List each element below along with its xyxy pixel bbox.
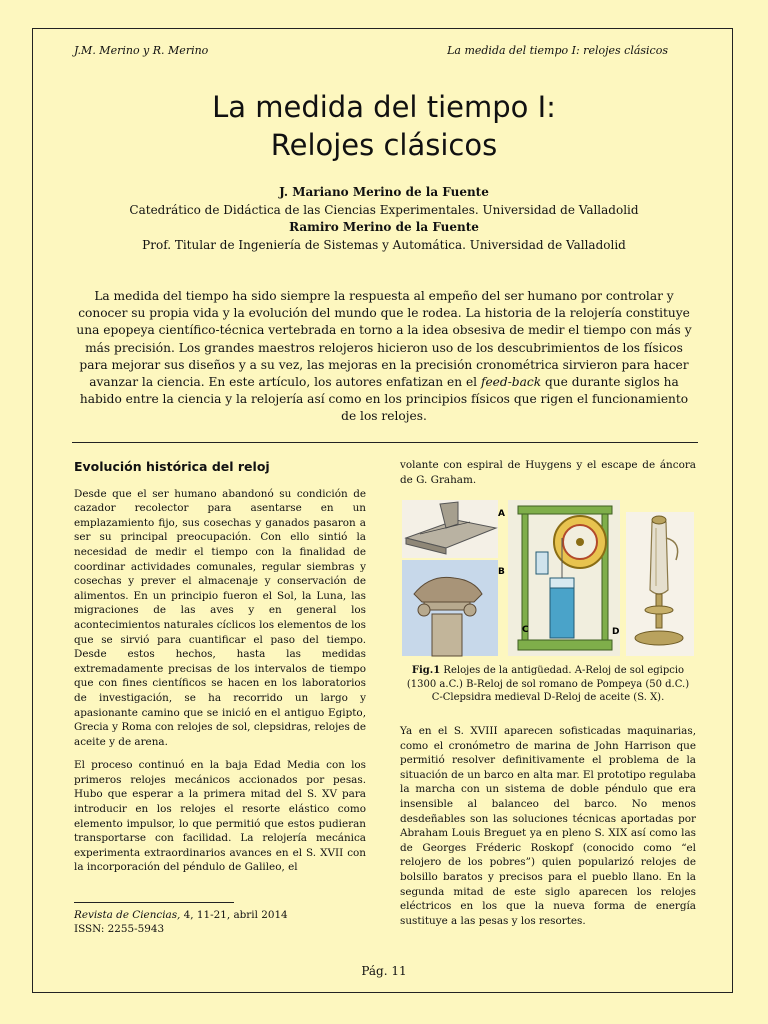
clepsydra-image [508, 500, 620, 656]
author-name-1: J. Mariano Merino de la Fuente [279, 185, 489, 199]
left-column [74, 460, 366, 884]
title-line-2: Relojes clásicos [270, 128, 498, 162]
paragraph-2: El proceso continuó en la baja Edad Media con los primeros relojes mecánicos accionados por pesas. Hubo que esperar a la primera mitad del S. XV para introducir en los relojes el resorte elástico como elemento impulsor, lo que permitió que estos pudieran transportarse con facilidad. La relojería mecánica experimenta extraordinarios avances en el S. XVII con la incorporación del péndulo de Galileo, el [74, 759, 366, 874]
footnote-issn: ISSN: 2255-5943 [74, 923, 165, 935]
author-affiliation-1: Catedrático de Didáctica de las Ciencias Experimentales. Universidad de Valladolid [129, 202, 639, 217]
page-number: Pág. 11 [361, 964, 407, 978]
paragraph-continuation: volante con espiral de Huygens y el escape de áncora de G. Graham. [400, 459, 696, 486]
abstract-text-start: La medida del tiempo ha sido siempre la respuesta al empeño del ser humano por controlar y conocer su propia vida y la evolución del mundo que le rodea. La historia de la relojería constituye una epopeya científico-técnica vertebrada en torno a la idea obsesiva de medir el tiempo con más y más precisión. Los grandes maestros relojeros hicieron uso de los descubrimientos de los físicos para mejorar sus diseños y a su vez, las mejoras en la precisión cronométrica sirvieron para hacer avanzar la ciencia. En este artículo, los autores enfatizan en el [76, 289, 692, 390]
abstract-italic-term: feed-back [480, 375, 542, 390]
running-header-title: La medida del tiempo I: relojes clásicos [447, 44, 668, 57]
figure-label-a: A [498, 509, 505, 519]
ancient-clocks-figure [400, 498, 696, 658]
figure-caption-label: Fig.1 [411, 665, 441, 676]
abstract [72, 288, 696, 426]
footnote [74, 908, 288, 936]
figure-caption-text: Relojes de la antigüedad. A-Reloj de sol egipcio (1300 a.C.) B-Reloj de sol romano de Pompeya (50 d.C.) C-Clepsidra medieval D-Reloj de aceite (S. X). [406, 665, 690, 704]
egyptian-sundial-image [402, 500, 505, 558]
figure-label-c: C [522, 625, 529, 635]
abstract-text-end: que durante siglos ha habido entre la ciencia y la relojería así como en los principios físicos que rigen el funcionamiento de los relojes. [79, 375, 689, 424]
article-title [0, 88, 768, 164]
footnote-journal: Revista de Ciencias, [74, 909, 181, 921]
author-affiliation-2: Prof. Titular de Ingeniería de Sistemas y Automática. Universidad de Valladolid [142, 237, 626, 252]
figure-caption [400, 664, 696, 705]
author-name-2: Ramiro Merino de la Fuente [289, 220, 479, 234]
footnote-divider [74, 902, 234, 903]
paragraph-1: Desde que el ser humano abandonó su condición de cazador recolector para asentarse en un emplazamiento fijo, sus cosechas y ganados pasaron a ser su principal preocupación. Con ello sintió la necesidad de medir el tiempo con la finalidad de coordinar actividades comunales, regular siembras y cosechas y prever el almacenaje y conservación de alimentos. En un principio fueron el Sol, la Luna, las migraciones de las aves y en general los acontecimientos naturales cíclicos los elementos de los que se sirvió para cuantificar el paso del tiempo. Desde estos hechos, hasta las medidas extremadamente precisas de los intervalos de tiempo que con fines científicos se hacen en los laboratorios de investigación, se ha recorrido un largo y apasionante camino que se inició en el antiguo Egipto, Grecia y Roma con relojes de sol, clepsidras, relojes de aceite y de arena. [74, 487, 366, 748]
oil-clock-image [626, 512, 694, 656]
figure-label-d: D [612, 627, 620, 637]
right-column-paragraph [400, 724, 696, 937]
section-divider [72, 442, 698, 443]
paragraph-3: Ya en el S. XVIII aparecen sofisticadas maquinarias, como el cronómetro de marina de John Harrison que permitió resolver definitivamente el problema de la situación de un barco en alta mar. El prototipo regulaba la marcha con un sistema de doble péndulo que era insensible al balanceo del barco. No menos desdeñables son las soluciones técnicas aportadas por Abraham Louis Breguet ya en pleno S. XIX así como las de Georges Fréderic Roskopf (conocido como “el relojero de los pobres”) quien popularizó relojes de bolsillo baratos y precisos para el pueblo llano. En la segunda mitad de este siglo aparecen los relojes eléctricos en los que la nueva forma de energía sustituye a las pesas y los resortes. [400, 725, 696, 927]
author-block [0, 184, 768, 254]
right-column-continuation [400, 458, 696, 496]
footnote-details: 4, 11-21, abril 2014 [180, 909, 288, 921]
running-header-authors: J.M. Merino y R. Merino [74, 44, 209, 57]
section-heading: Evolución histórica del reloj [74, 459, 270, 474]
roman-sundial-image [402, 560, 505, 656]
title-line-1: La medida del tiempo I: [212, 90, 556, 124]
figure-label-b: B [498, 567, 505, 577]
